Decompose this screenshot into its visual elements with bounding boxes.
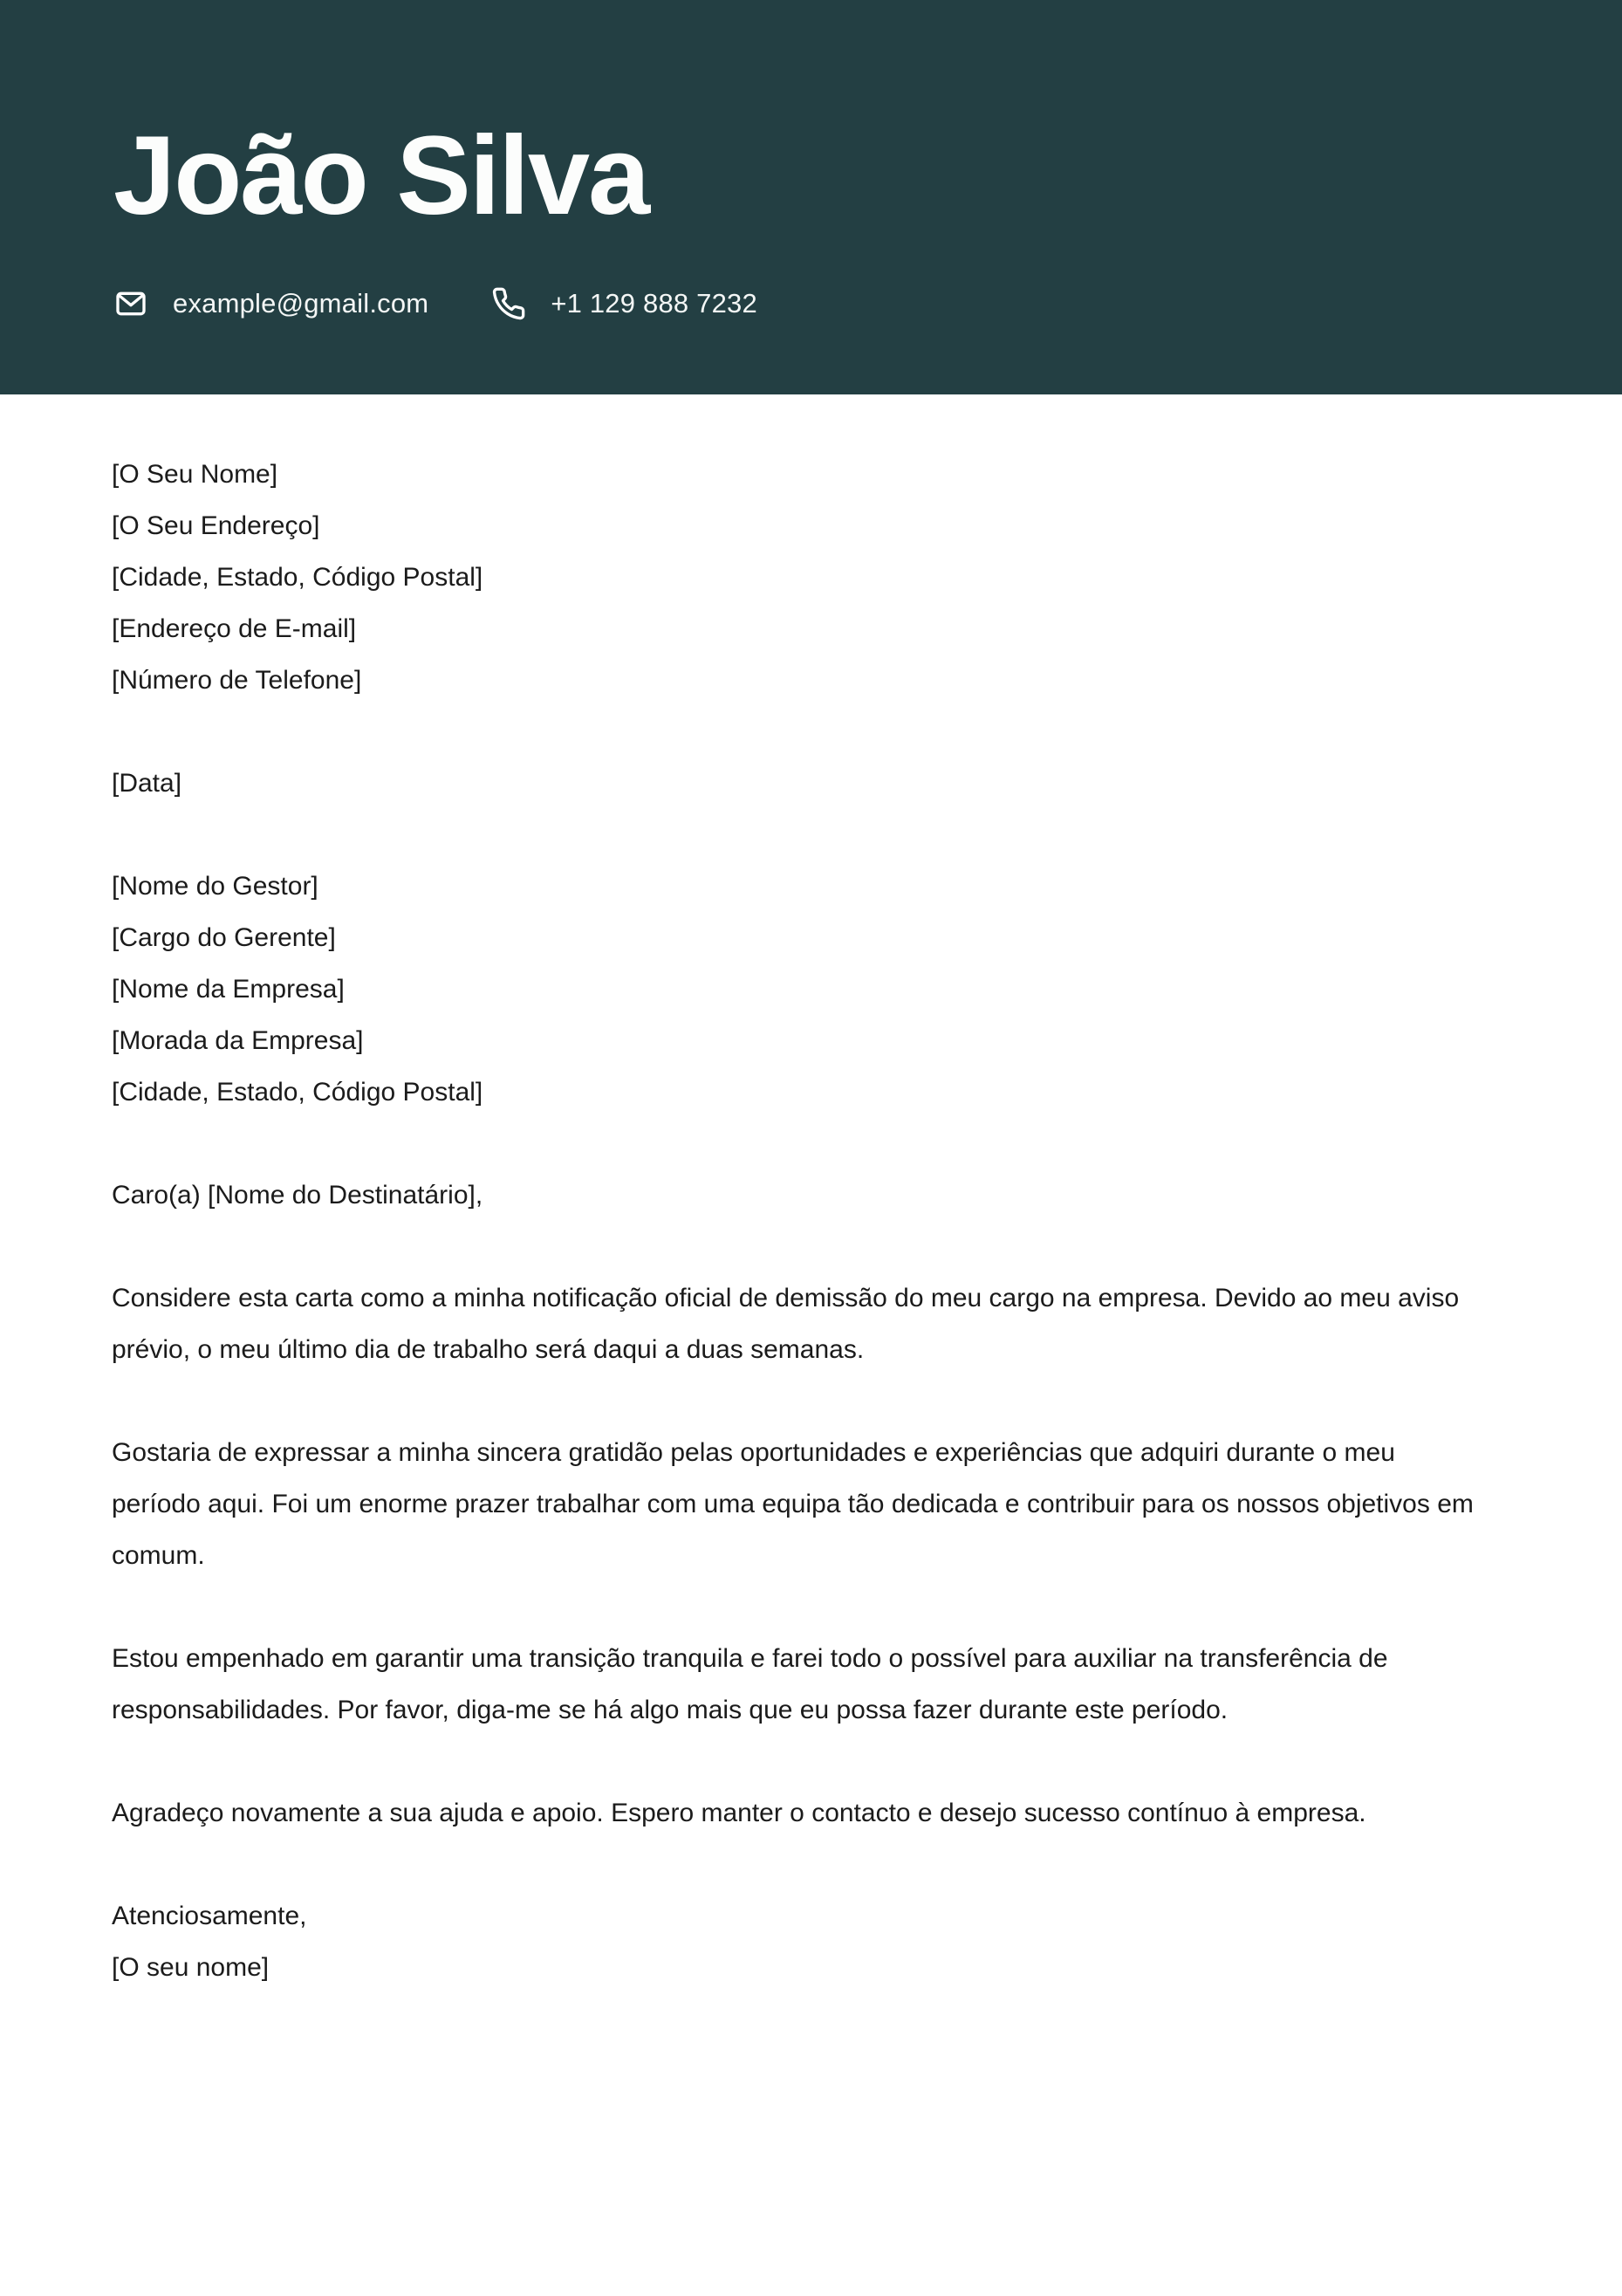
paragraph xyxy=(112,1787,1510,1839)
letter-line: [Nome do Gestor] xyxy=(112,872,318,901)
letter-line: [Cidade, Estado, Código Postal] xyxy=(112,563,483,592)
salutation-line: Caro(a) [Nome do Destinatário], xyxy=(112,1181,483,1210)
paragraph xyxy=(112,1427,1510,1581)
person-name: João Silva xyxy=(113,113,649,238)
phone-text: +1 129 888 7232 xyxy=(551,288,757,319)
paragraph-text: Considere esta carta como a minha notificação oficial de demissão do meu cargo na empresa. Devido ao meu aviso prévio, o meu último dia de trabalho será daqui a duas semanas. xyxy=(112,1284,1460,1364)
phone-icon xyxy=(491,286,526,321)
letter-line: [Endereço de E-mail] xyxy=(112,614,357,643)
letter-line: [Cidade, Estado, Código Postal] xyxy=(112,1078,483,1107)
letter-body xyxy=(0,394,1622,1993)
email-contact xyxy=(113,286,428,321)
date-line: [Data] xyxy=(112,769,182,798)
recipient-block xyxy=(112,860,1510,1118)
paragraph xyxy=(112,1272,1510,1375)
letter-line: [Morada da Empresa] xyxy=(112,1026,364,1055)
letter-header xyxy=(0,0,1622,394)
paragraph xyxy=(112,1633,1510,1736)
letter-line: [Número de Telefone] xyxy=(112,666,362,695)
letter-line: [Cargo do Gerente] xyxy=(112,923,336,952)
signature-block xyxy=(112,1890,1510,1993)
date-block xyxy=(112,757,1510,809)
paragraph-text: Estou empenhado em garantir uma transição tranquila e farei todo o possível para auxiliar na transferência de responsabilidades. Por favor, diga-me se há algo mais que eu possa fazer durante este período. xyxy=(112,1644,1388,1724)
phone-contact xyxy=(491,286,757,321)
paragraph-text: Gostaria de expressar a minha sincera gratidão pelas oportunidades e experiências que adquiri durante o meu período aqui. Foi um enorme prazer trabalhar com uma equipa tão dedicada e contribuir para os nossos objetivos em comum. xyxy=(112,1438,1474,1570)
signature-line: [O seu nome] xyxy=(112,1953,270,1982)
email-text: example@gmail.com xyxy=(173,288,429,319)
salutation-block xyxy=(112,1169,1510,1221)
paragraph-text: Agradeço novamente a sua ajuda e apoio. Espero manter o contacto e desejo sucesso contínuo à empresa. xyxy=(112,1799,1366,1827)
letter-line: [O Seu Nome] xyxy=(112,460,278,489)
contact-row xyxy=(113,286,1510,321)
letter-line: [Nome da Empresa] xyxy=(112,975,345,1004)
letter-line: [O Seu Endereço] xyxy=(112,511,320,540)
envelope-icon xyxy=(113,286,148,321)
closing-line: Atenciosamente, xyxy=(112,1902,307,1930)
sender-block xyxy=(112,449,1510,706)
